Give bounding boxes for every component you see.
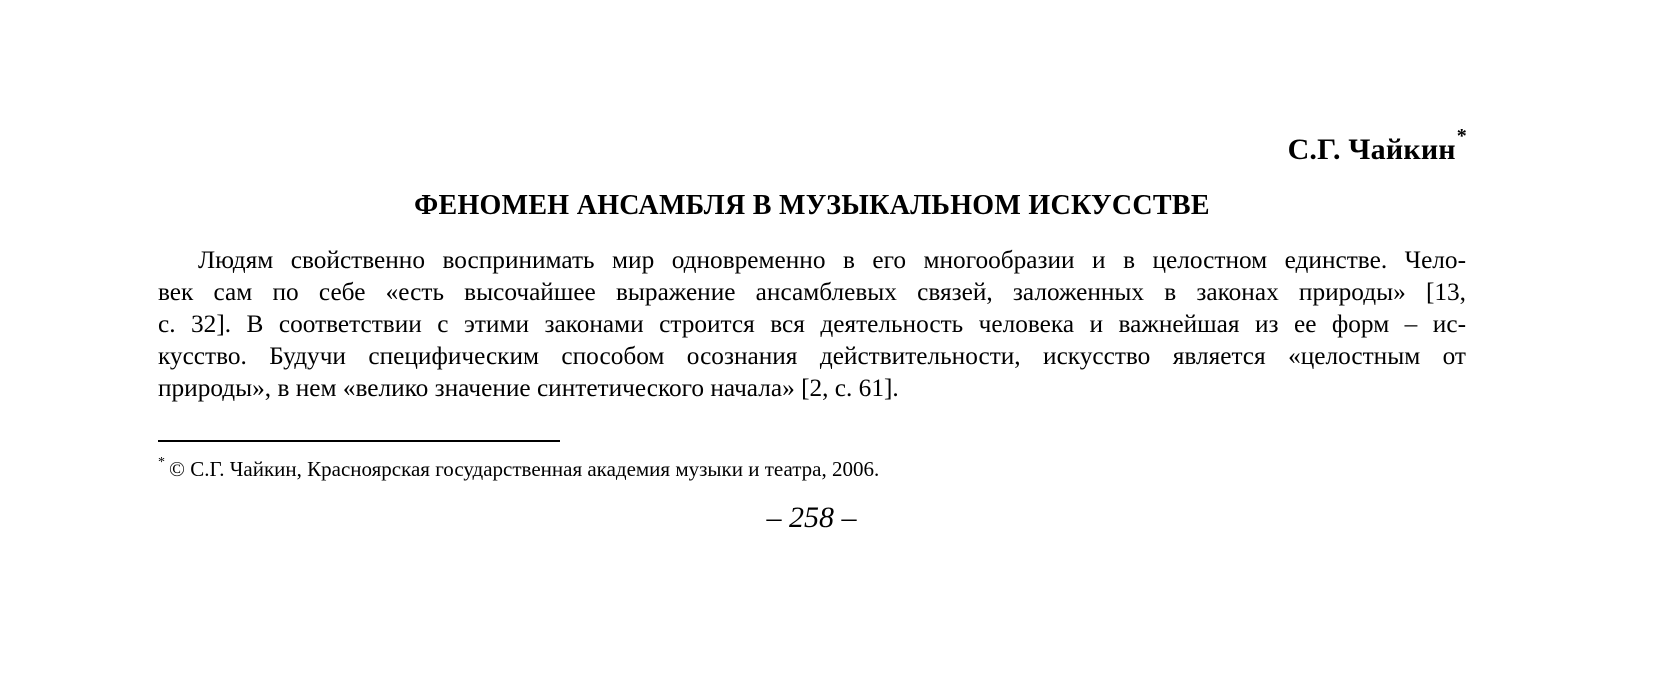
body-paragraph bbox=[158, 244, 1466, 404]
author-name-text: С.Г. Чайкин bbox=[1287, 133, 1456, 166]
footnote-separator bbox=[158, 440, 560, 442]
paragraph-line: век сам по себе «есть высочайшее выражение ансамблевых связей, заложенных в законах природы» [13, bbox=[158, 278, 1466, 306]
footnote bbox=[158, 457, 879, 482]
page-number: – 258 – bbox=[766, 501, 857, 534]
paragraph-line: Людям свойственно воспринимать мир одновременно в его многообразии и в целостном единстве. Чело- bbox=[198, 246, 1466, 274]
paragraph-line: природы», в нем «велико значение синтетического начала» [2, с. 61]. bbox=[158, 374, 899, 402]
article-title: ФЕНОМЕН АНСАМБЛЯ В МУЗЫКАЛЬНОМ ИСКУССТВЕ bbox=[414, 190, 1210, 221]
footnote-mark: * bbox=[158, 455, 165, 470]
paragraph-line: кусство. Будучи специфическим способом осознания действительности, искусство является «целостным от bbox=[158, 342, 1466, 370]
footnote-text: © С.Г. Чайкин, Красноярская государственная академия музыки и театра, 2006. bbox=[169, 457, 880, 481]
author-footnote-mark: * bbox=[1456, 125, 1467, 147]
author-name bbox=[1287, 125, 1467, 167]
paragraph-line: с. 32]. В соответствии с этими законами строится вся деятельность человека и важнейшая из ее форм – ис- bbox=[158, 310, 1466, 338]
